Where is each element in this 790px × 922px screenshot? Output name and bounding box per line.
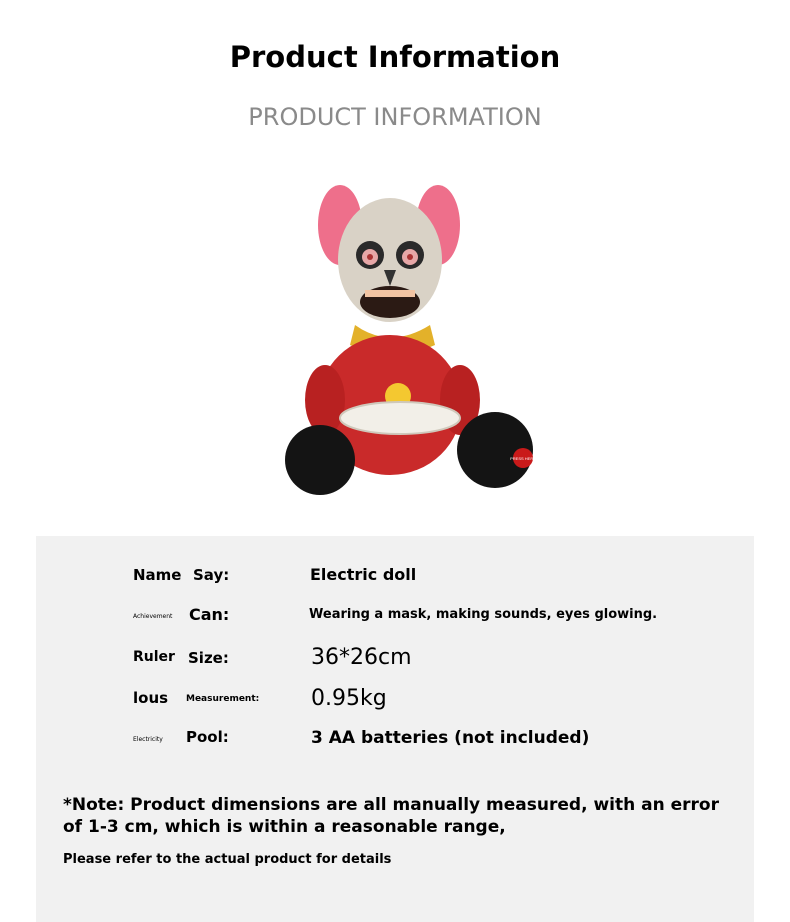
spec-row-function (36, 604, 754, 632)
spec-label: lous (133, 689, 169, 707)
spec-label: Ruler (133, 649, 175, 665)
spec-label: Pool: (186, 728, 229, 746)
spec-value: 3 AA batteries (not included) (311, 728, 590, 748)
bowl (340, 402, 460, 434)
spec-label: Achievement (133, 613, 173, 620)
measurement-note: *Note: Product dimensions are all manually measured, with an error of 1-3 cm, which is within a reasonable range, (63, 795, 719, 837)
spec-value: 0.95kg (311, 686, 387, 711)
spec-label: Electricity (133, 736, 163, 743)
spec-label: Can: (189, 605, 230, 624)
spec-label: Say: (193, 566, 230, 584)
page-subtitle: PRODUCT INFORMATION (248, 103, 542, 131)
spec-label: Measurement: (186, 694, 260, 704)
spec-row-size (36, 646, 754, 674)
page-title: Product Information (229, 40, 561, 74)
spec-row-name (36, 564, 754, 592)
spec-row-weight (36, 687, 754, 715)
press-here-label: PRESS HERE (510, 456, 536, 461)
foot-left (285, 425, 355, 495)
spec-value: Electric doll (310, 565, 417, 584)
spec-label: Size: (188, 649, 229, 667)
spec-label: Name (133, 566, 182, 584)
spec-panel (36, 536, 754, 922)
spec-value: 36*26cm (311, 645, 412, 670)
spec-row-battery (36, 727, 754, 755)
refer-note: Please refer to the actual product for details (63, 852, 392, 867)
product-photo (270, 170, 550, 510)
spec-value: Wearing a mask, making sounds, eyes glowing. (309, 607, 658, 622)
